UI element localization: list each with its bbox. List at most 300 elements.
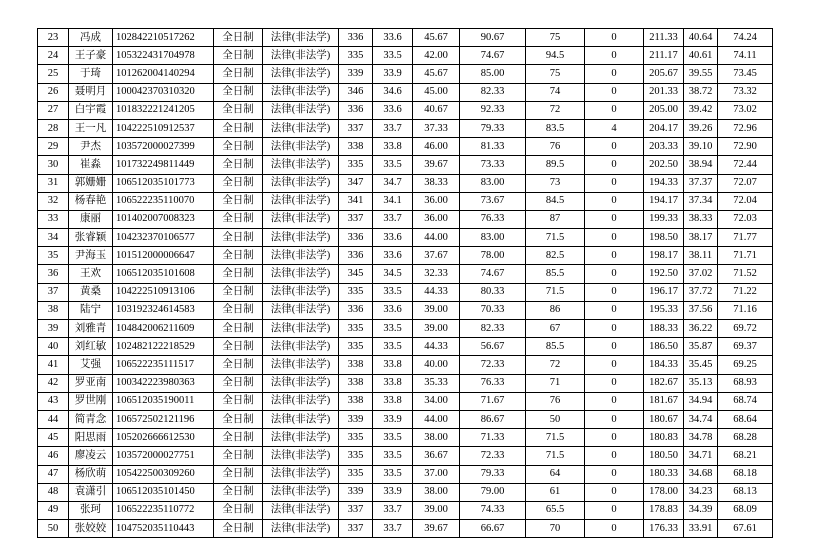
score-c-cell: 72: [526, 101, 585, 119]
retest-weighted-cell: 34.71: [684, 447, 718, 465]
study-mode-cell: 全日制: [214, 119, 263, 137]
initial-weighted-cell: 33.8: [373, 138, 413, 156]
retest-weighted-cell: 34.39: [684, 501, 718, 519]
retest-weighted-cell: 37.72: [684, 283, 718, 301]
final-score-cell: 72.04: [718, 192, 773, 210]
exam-id-cell: 106522235111517: [113, 356, 214, 374]
name-cell: 刘雅青: [69, 320, 113, 338]
major-cell: 法律(非法学): [263, 520, 339, 538]
initial-score-cell: 335: [339, 465, 373, 483]
bonus-cell: 0: [585, 356, 644, 374]
study-mode-cell: 全日制: [214, 465, 263, 483]
table-row: [38, 174, 773, 192]
initial-score-cell: 335: [339, 320, 373, 338]
score-b-cell: 79.33: [460, 465, 526, 483]
exam-id-cell: 105322431704978: [113, 47, 214, 65]
final-score-cell: 72.07: [718, 174, 773, 192]
initial-weighted-cell: 33.5: [373, 465, 413, 483]
final-score-cell: 68.18: [718, 465, 773, 483]
initial-score-cell: 336: [339, 101, 373, 119]
initial-score-cell: 336: [339, 301, 373, 319]
initial-score-cell: 345: [339, 265, 373, 283]
exam-id-cell: 104222510913106: [113, 283, 214, 301]
name-cell: 于琦: [69, 65, 113, 83]
bonus-cell: 0: [585, 410, 644, 428]
final-score-cell: 74.24: [718, 29, 773, 47]
major-cell: 法律(非法学): [263, 374, 339, 392]
score-b-cell: 73.67: [460, 192, 526, 210]
score-b-cell: 71.33: [460, 429, 526, 447]
retest-total-cell: 211.33: [644, 29, 684, 47]
study-mode-cell: 全日制: [214, 356, 263, 374]
score-a-cell: 44.00: [413, 410, 460, 428]
bonus-cell: 0: [585, 283, 644, 301]
initial-weighted-cell: 33.9: [373, 410, 413, 428]
name-cell: 简青念: [69, 410, 113, 428]
final-score-cell: 72.44: [718, 156, 773, 174]
rank-cell: 35: [38, 247, 69, 265]
retest-weighted-cell: 38.94: [684, 156, 718, 174]
initial-weighted-cell: 33.5: [373, 283, 413, 301]
score-a-cell: 44.00: [413, 229, 460, 247]
exam-id-cell: 102842210517262: [113, 29, 214, 47]
rank-cell: 24: [38, 47, 69, 65]
final-score-cell: 72.96: [718, 119, 773, 137]
major-cell: 法律(非法学): [263, 301, 339, 319]
retest-weighted-cell: 40.61: [684, 47, 718, 65]
table-row: [38, 247, 773, 265]
score-b-cell: 66.67: [460, 520, 526, 538]
initial-weighted-cell: 33.9: [373, 483, 413, 501]
exam-id-cell: 101732249811449: [113, 156, 214, 174]
initial-weighted-cell: 34.1: [373, 192, 413, 210]
rank-cell: 30: [38, 156, 69, 174]
rank-cell: 40: [38, 338, 69, 356]
initial-weighted-cell: 33.8: [373, 374, 413, 392]
table-row: [38, 374, 773, 392]
name-cell: 陆宁: [69, 301, 113, 319]
study-mode-cell: 全日制: [214, 229, 263, 247]
score-c-cell: 71.5: [526, 229, 585, 247]
score-b-cell: 83.00: [460, 174, 526, 192]
retest-total-cell: 176.33: [644, 520, 684, 538]
initial-score-cell: 337: [339, 119, 373, 137]
table-row: [38, 447, 773, 465]
exam-id-cell: 100042370310320: [113, 83, 214, 101]
exam-id-cell: 104232370106577: [113, 229, 214, 247]
major-cell: 法律(非法学): [263, 119, 339, 137]
exam-id-cell: 105422500309260: [113, 465, 214, 483]
initial-weighted-cell: 33.7: [373, 501, 413, 519]
score-b-cell: 76.33: [460, 210, 526, 228]
score-a-cell: 45.67: [413, 65, 460, 83]
final-score-cell: 71.52: [718, 265, 773, 283]
score-b-cell: 86.67: [460, 410, 526, 428]
table-row: [38, 29, 773, 47]
initial-weighted-cell: 34.6: [373, 83, 413, 101]
name-cell: 聂明月: [69, 83, 113, 101]
initial-weighted-cell: 33.5: [373, 447, 413, 465]
score-b-cell: 80.33: [460, 283, 526, 301]
table-row: [38, 301, 773, 319]
score-c-cell: 83.5: [526, 119, 585, 137]
score-a-cell: 42.00: [413, 47, 460, 65]
retest-total-cell: 198.50: [644, 229, 684, 247]
initial-score-cell: 336: [339, 29, 373, 47]
retest-weighted-cell: 39.42: [684, 101, 718, 119]
score-c-cell: 89.5: [526, 156, 585, 174]
study-mode-cell: 全日制: [214, 429, 263, 447]
name-cell: 罗亚南: [69, 374, 113, 392]
retest-total-cell: 180.50: [644, 447, 684, 465]
score-c-cell: 72: [526, 356, 585, 374]
rank-cell: 41: [38, 356, 69, 374]
table-row: [38, 320, 773, 338]
major-cell: 法律(非法学): [263, 501, 339, 519]
major-cell: 法律(非法学): [263, 483, 339, 501]
rank-cell: 28: [38, 119, 69, 137]
name-cell: 张珂: [69, 501, 113, 519]
bonus-cell: 0: [585, 465, 644, 483]
name-cell: 廖凌云: [69, 447, 113, 465]
score-b-cell: 76.33: [460, 374, 526, 392]
final-score-cell: 69.25: [718, 356, 773, 374]
initial-weighted-cell: 33.7: [373, 210, 413, 228]
retest-weighted-cell: 36.22: [684, 320, 718, 338]
score-b-cell: 56.67: [460, 338, 526, 356]
score-b-cell: 79.33: [460, 119, 526, 137]
name-cell: 王一凡: [69, 119, 113, 137]
score-a-cell: 44.33: [413, 338, 460, 356]
score-b-cell: 72.33: [460, 447, 526, 465]
major-cell: 法律(非法学): [263, 320, 339, 338]
bonus-cell: 0: [585, 265, 644, 283]
table-row: [38, 429, 773, 447]
name-cell: 王子豪: [69, 47, 113, 65]
score-c-cell: 64: [526, 465, 585, 483]
retest-total-cell: 180.83: [644, 429, 684, 447]
study-mode-cell: 全日制: [214, 210, 263, 228]
score-b-cell: 83.00: [460, 229, 526, 247]
initial-score-cell: 338: [339, 356, 373, 374]
rank-cell: 45: [38, 429, 69, 447]
initial-weighted-cell: 33.6: [373, 301, 413, 319]
study-mode-cell: 全日制: [214, 174, 263, 192]
table-row: [38, 483, 773, 501]
retest-weighted-cell: 38.33: [684, 210, 718, 228]
score-a-cell: 36.00: [413, 192, 460, 210]
final-score-cell: 68.28: [718, 429, 773, 447]
rank-cell: 29: [38, 138, 69, 156]
name-cell: 杨欣萌: [69, 465, 113, 483]
retest-weighted-cell: 34.94: [684, 392, 718, 410]
retest-weighted-cell: 39.26: [684, 119, 718, 137]
retest-total-cell: 184.33: [644, 356, 684, 374]
retest-total-cell: 180.67: [644, 410, 684, 428]
final-score-cell: 68.09: [718, 501, 773, 519]
final-score-cell: 72.90: [718, 138, 773, 156]
score-c-cell: 67: [526, 320, 585, 338]
initial-score-cell: 337: [339, 501, 373, 519]
bonus-cell: 0: [585, 501, 644, 519]
final-score-cell: 69.37: [718, 338, 773, 356]
score-a-cell: 38.00: [413, 483, 460, 501]
name-cell: 刘红敏: [69, 338, 113, 356]
bonus-cell: 0: [585, 83, 644, 101]
rank-cell: 48: [38, 483, 69, 501]
initial-score-cell: 338: [339, 138, 373, 156]
retest-total-cell: 180.33: [644, 465, 684, 483]
score-b-cell: 73.33: [460, 156, 526, 174]
initial-score-cell: 337: [339, 520, 373, 538]
exam-id-cell: 103572000027751: [113, 447, 214, 465]
name-cell: 崔淼: [69, 156, 113, 174]
rank-cell: 44: [38, 410, 69, 428]
major-cell: 法律(非法学): [263, 247, 339, 265]
retest-weighted-cell: 35.87: [684, 338, 718, 356]
retest-total-cell: 192.50: [644, 265, 684, 283]
initial-score-cell: 335: [339, 338, 373, 356]
retest-weighted-cell: 34.23: [684, 483, 718, 501]
score-a-cell: 37.33: [413, 119, 460, 137]
exam-id-cell: 103572000027399: [113, 138, 214, 156]
exam-id-cell: 100342223980363: [113, 374, 214, 392]
exam-id-cell: 106522235110772: [113, 501, 214, 519]
retest-total-cell: 196.17: [644, 283, 684, 301]
retest-weighted-cell: 37.56: [684, 301, 718, 319]
name-cell: 郭姗姗: [69, 174, 113, 192]
score-c-cell: 61: [526, 483, 585, 501]
study-mode-cell: 全日制: [214, 156, 263, 174]
retest-total-cell: 178.83: [644, 501, 684, 519]
exam-id-cell: 102482122218529: [113, 338, 214, 356]
table-row: [38, 338, 773, 356]
retest-weighted-cell: 34.68: [684, 465, 718, 483]
major-cell: 法律(非法学): [263, 174, 339, 192]
rank-cell: 37: [38, 283, 69, 301]
initial-weighted-cell: 33.9: [373, 65, 413, 83]
study-mode-cell: 全日制: [214, 101, 263, 119]
table-row: [38, 119, 773, 137]
name-cell: 阳思雨: [69, 429, 113, 447]
name-cell: 艾强: [69, 356, 113, 374]
study-mode-cell: 全日制: [214, 301, 263, 319]
bonus-cell: 0: [585, 229, 644, 247]
retest-total-cell: 194.33: [644, 174, 684, 192]
bonus-cell: 0: [585, 301, 644, 319]
bonus-cell: 0: [585, 247, 644, 265]
final-score-cell: 68.74: [718, 392, 773, 410]
major-cell: 法律(非法学): [263, 410, 339, 428]
rank-cell: 25: [38, 65, 69, 83]
study-mode-cell: 全日制: [214, 338, 263, 356]
major-cell: 法律(非法学): [263, 192, 339, 210]
score-b-cell: 82.33: [460, 320, 526, 338]
bonus-cell: 0: [585, 520, 644, 538]
major-cell: 法律(非法学): [263, 265, 339, 283]
final-score-cell: 74.11: [718, 47, 773, 65]
study-mode-cell: 全日制: [214, 447, 263, 465]
retest-total-cell: 202.50: [644, 156, 684, 174]
retest-total-cell: 181.67: [644, 392, 684, 410]
major-cell: 法律(非法学): [263, 210, 339, 228]
study-mode-cell: 全日制: [214, 83, 263, 101]
score-a-cell: 37.00: [413, 465, 460, 483]
table-row: [38, 356, 773, 374]
score-a-cell: 32.33: [413, 265, 460, 283]
score-c-cell: 94.5: [526, 47, 585, 65]
bonus-cell: 0: [585, 338, 644, 356]
retest-total-cell: 205.00: [644, 101, 684, 119]
rank-cell: 43: [38, 392, 69, 410]
initial-score-cell: 335: [339, 156, 373, 174]
score-c-cell: 86: [526, 301, 585, 319]
score-c-cell: 87: [526, 210, 585, 228]
initial-score-cell: 335: [339, 283, 373, 301]
table-row: [38, 83, 773, 101]
initial-score-cell: 347: [339, 174, 373, 192]
score-b-cell: 71.67: [460, 392, 526, 410]
major-cell: 法律(非法学): [263, 229, 339, 247]
initial-score-cell: 341: [339, 192, 373, 210]
major-cell: 法律(非法学): [263, 356, 339, 374]
exam-id-cell: 101262004140294: [113, 65, 214, 83]
retest-weighted-cell: 37.34: [684, 192, 718, 210]
table-row: [38, 465, 773, 483]
score-b-cell: 90.67: [460, 29, 526, 47]
retest-total-cell: 211.17: [644, 47, 684, 65]
study-mode-cell: 全日制: [214, 501, 263, 519]
rank-cell: 39: [38, 320, 69, 338]
name-cell: 尹杰: [69, 138, 113, 156]
score-c-cell: 76: [526, 392, 585, 410]
rank-cell: 50: [38, 520, 69, 538]
major-cell: 法律(非法学): [263, 338, 339, 356]
rank-cell: 32: [38, 192, 69, 210]
initial-score-cell: 337: [339, 210, 373, 228]
score-c-cell: 85.5: [526, 338, 585, 356]
score-b-cell: 72.33: [460, 356, 526, 374]
rank-cell: 47: [38, 465, 69, 483]
exam-id-cell: 106572502121196: [113, 410, 214, 428]
final-score-cell: 73.45: [718, 65, 773, 83]
retest-weighted-cell: 34.78: [684, 429, 718, 447]
rank-cell: 27: [38, 101, 69, 119]
retest-weighted-cell: 35.45: [684, 356, 718, 374]
bonus-cell: 0: [585, 192, 644, 210]
score-a-cell: 39.67: [413, 520, 460, 538]
study-mode-cell: 全日制: [214, 265, 263, 283]
final-score-cell: 68.93: [718, 374, 773, 392]
score-c-cell: 73: [526, 174, 585, 192]
score-a-cell: 45.67: [413, 29, 460, 47]
table-row: [38, 392, 773, 410]
initial-score-cell: 335: [339, 47, 373, 65]
exam-id-cell: 103192324614583: [113, 301, 214, 319]
initial-weighted-cell: 33.5: [373, 338, 413, 356]
score-b-cell: 79.00: [460, 483, 526, 501]
retest-weighted-cell: 39.55: [684, 65, 718, 83]
study-mode-cell: 全日制: [214, 192, 263, 210]
major-cell: 法律(非法学): [263, 447, 339, 465]
score-c-cell: 75: [526, 65, 585, 83]
bonus-cell: 0: [585, 392, 644, 410]
score-a-cell: 40.67: [413, 101, 460, 119]
retest-weighted-cell: 39.10: [684, 138, 718, 156]
initial-score-cell: 336: [339, 229, 373, 247]
final-score-cell: 69.72: [718, 320, 773, 338]
score-a-cell: 37.67: [413, 247, 460, 265]
initial-weighted-cell: 33.6: [373, 229, 413, 247]
initial-score-cell: 338: [339, 392, 373, 410]
retest-total-cell: 199.33: [644, 210, 684, 228]
table-row: [38, 156, 773, 174]
bonus-cell: 0: [585, 210, 644, 228]
score-a-cell: 39.00: [413, 320, 460, 338]
score-b-cell: 92.33: [460, 101, 526, 119]
score-a-cell: 45.00: [413, 83, 460, 101]
table-row: [38, 410, 773, 428]
initial-weighted-cell: 34.5: [373, 265, 413, 283]
table-row: [38, 229, 773, 247]
initial-weighted-cell: 33.5: [373, 320, 413, 338]
score-b-cell: 70.33: [460, 301, 526, 319]
score-c-cell: 50: [526, 410, 585, 428]
retest-total-cell: 195.33: [644, 301, 684, 319]
final-score-cell: 71.71: [718, 247, 773, 265]
major-cell: 法律(非法学): [263, 65, 339, 83]
score-c-cell: 85.5: [526, 265, 585, 283]
major-cell: 法律(非法学): [263, 429, 339, 447]
table-row: [38, 192, 773, 210]
bonus-cell: 0: [585, 138, 644, 156]
name-cell: 罗世刚: [69, 392, 113, 410]
score-b-cell: 82.33: [460, 83, 526, 101]
initial-weighted-cell: 33.8: [373, 392, 413, 410]
table-row: [38, 265, 773, 283]
score-b-cell: 74.67: [460, 265, 526, 283]
table-row: [38, 210, 773, 228]
exam-id-cell: 104222510912537: [113, 119, 214, 137]
final-score-cell: 71.22: [718, 283, 773, 301]
bonus-cell: 0: [585, 447, 644, 465]
table-row: [38, 283, 773, 301]
major-cell: 法律(非法学): [263, 29, 339, 47]
final-score-cell: 71.77: [718, 229, 773, 247]
final-score-cell: 73.32: [718, 83, 773, 101]
initial-weighted-cell: 33.5: [373, 156, 413, 174]
final-score-cell: 71.16: [718, 301, 773, 319]
score-a-cell: 39.00: [413, 501, 460, 519]
study-mode-cell: 全日制: [214, 283, 263, 301]
study-mode-cell: 全日制: [214, 483, 263, 501]
retest-total-cell: 204.17: [644, 119, 684, 137]
initial-score-cell: 339: [339, 410, 373, 428]
study-mode-cell: 全日制: [214, 247, 263, 265]
rank-cell: 36: [38, 265, 69, 283]
score-c-cell: 71.5: [526, 283, 585, 301]
bonus-cell: 0: [585, 374, 644, 392]
score-c-cell: 71.5: [526, 447, 585, 465]
study-mode-cell: 全日制: [214, 138, 263, 156]
score-a-cell: 46.00: [413, 138, 460, 156]
score-a-cell: 36.67: [413, 447, 460, 465]
score-b-cell: 81.33: [460, 138, 526, 156]
table-row: [38, 501, 773, 519]
table-row: [38, 47, 773, 65]
score-c-cell: 84.5: [526, 192, 585, 210]
name-cell: 袁潇引: [69, 483, 113, 501]
